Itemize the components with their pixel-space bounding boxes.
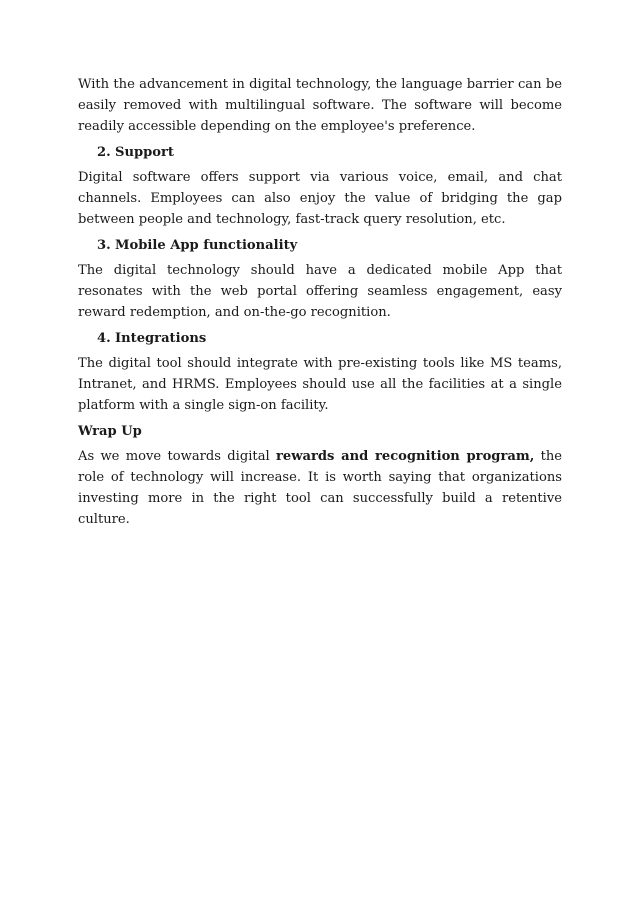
document-page bbox=[78, 74, 562, 530]
section-number: 3. bbox=[97, 238, 111, 253]
section-body-integrations: The digital tool should integrate with pre-existing tools like MS teams, Intranet, and HRMS. Employees should use all the facilities at a single platform with a single sign-on facility. bbox=[78, 356, 562, 413]
section-heading-mobile-app bbox=[78, 235, 562, 256]
wrap-up-text-end: the role of technology will increase. It is worth saying that organizations investing more in the right tool can successfully build a retentive culture. bbox=[78, 449, 563, 527]
section-number: 2. bbox=[97, 145, 111, 160]
wrap-up-text-start: As we move towards digital bbox=[78, 449, 276, 464]
wrap-up-paragraph bbox=[78, 446, 562, 530]
wrap-up-heading: Wrap Up bbox=[78, 424, 142, 439]
section-heading-support bbox=[78, 142, 562, 163]
section-title: Mobile App functionality bbox=[115, 238, 298, 253]
intro-paragraph: With the advancement in digital technology, the language barrier can be easily removed with multilingual software. The software will become readily accessible depending on the employee's preference. bbox=[78, 77, 562, 134]
wrap-up-emphasis: rewards and recognition program, bbox=[276, 449, 535, 464]
section-title: Integrations bbox=[115, 331, 207, 346]
section-body-support: Digital software offers support via various voice, email, and chat channels. Employees can also enjoy the value of bridging the gap between people and technology, fast-track query resolution, etc. bbox=[78, 170, 562, 227]
section-heading-integrations bbox=[78, 328, 562, 349]
section-number: 4. bbox=[97, 331, 111, 346]
section-body-mobile-app: The digital technology should have a dedicated mobile App that resonates with the web portal offering seamless engagement, easy reward redemption, and on-the-go recognition. bbox=[78, 263, 562, 320]
section-title: Support bbox=[115, 145, 174, 160]
